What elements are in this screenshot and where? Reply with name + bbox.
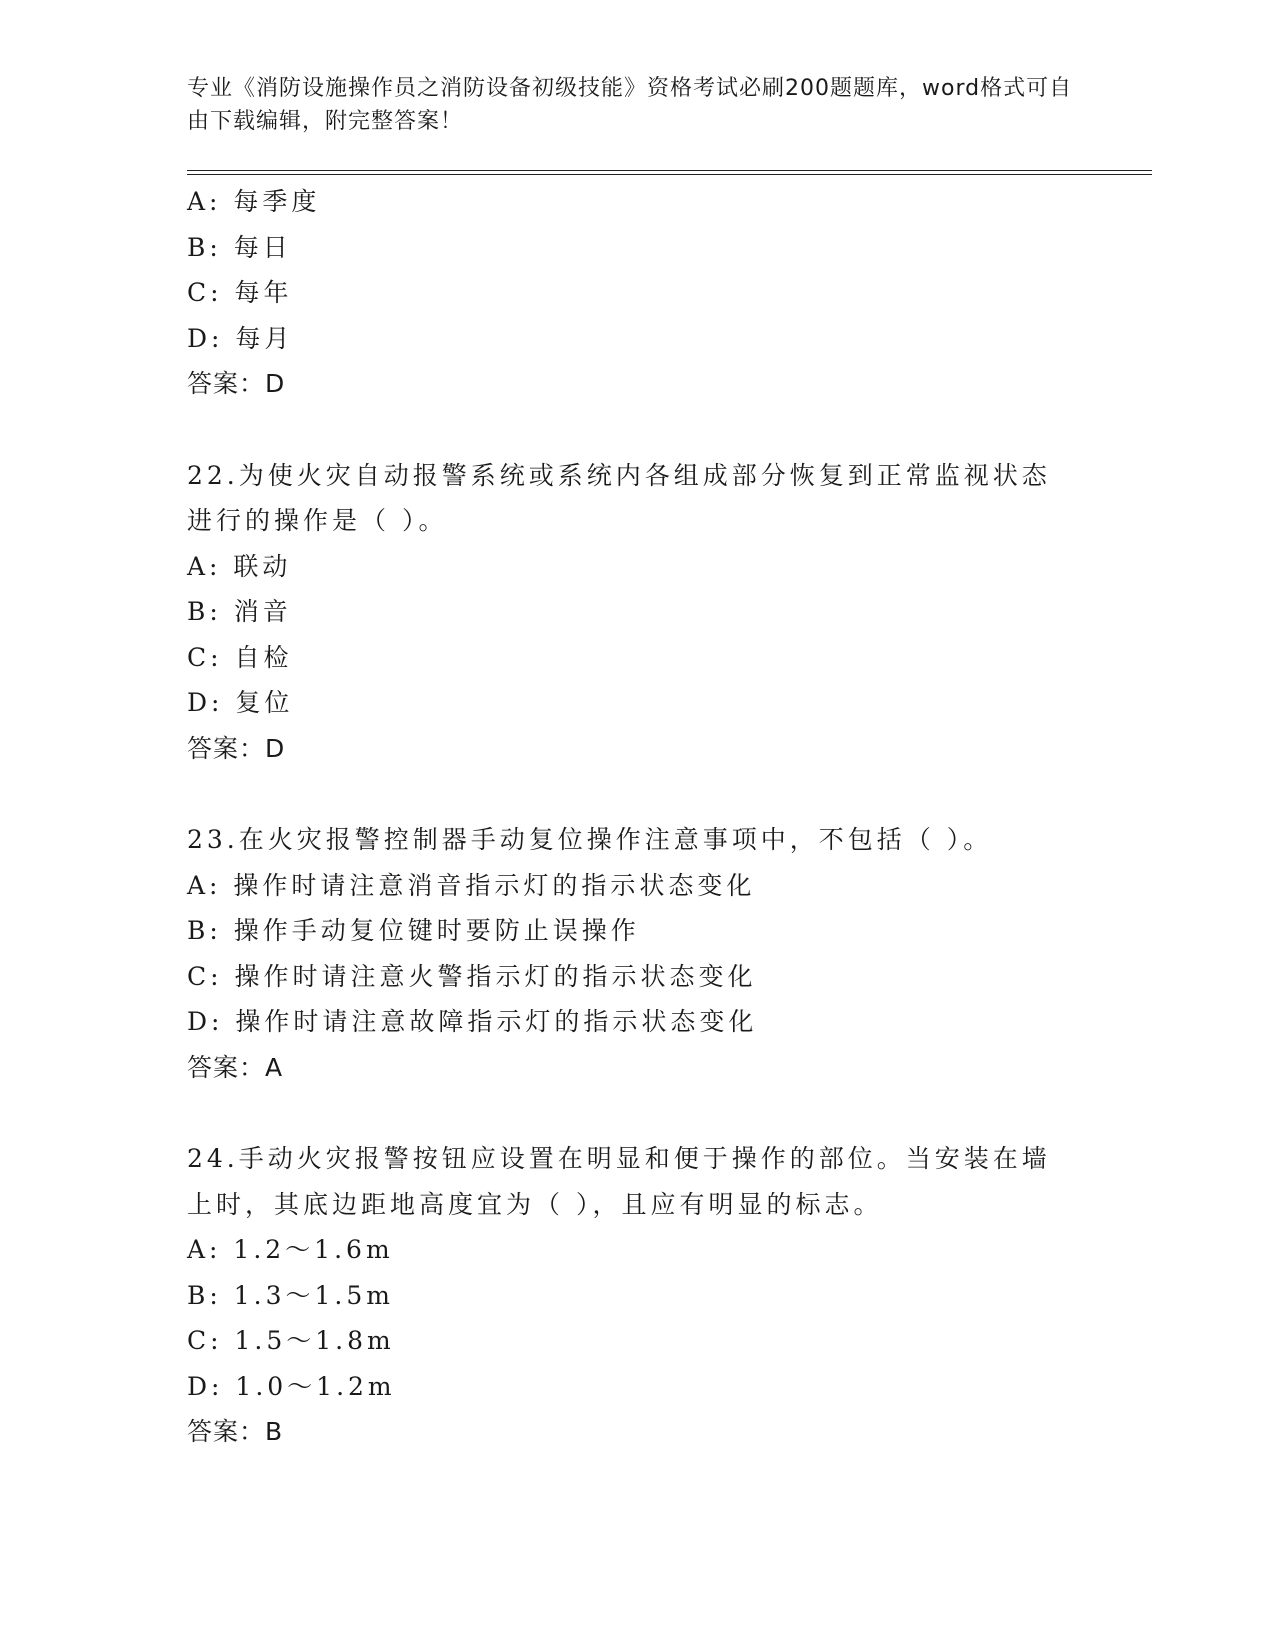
option-b: B: 操作手动复位键时要防止误操作: [187, 916, 640, 945]
question-24: [187, 1136, 1152, 1455]
option-c: C: 自检: [187, 642, 293, 672]
question-stem: 22.为使火灾自动报警系统或系统内各组成部分恢复到正常监视状态进行的操作是（ ）。: [187, 460, 1051, 535]
question-23: [187, 817, 1152, 1090]
option-b: B: 1.3～1.5m: [187, 1280, 394, 1310]
option-a: A: 操作时请注意消音指示灯的指示状态变化: [187, 870, 756, 900]
option-b: B: 每日: [187, 232, 292, 262]
question-22: [187, 453, 1152, 772]
option-d: D: 操作时请注意故障指示灯的指示状态变化: [187, 1007, 758, 1036]
document-page: [187, 72, 1152, 1455]
answer: 答案：D: [187, 369, 286, 398]
answer: 答案：D: [187, 733, 286, 763]
answer: 答案：B: [187, 1417, 284, 1446]
option-d: D: 1.0～1.2m: [187, 1371, 396, 1401]
question-21: [187, 179, 1152, 407]
question-stem: 24.手动火灾报警按钮应设置在明显和便于操作的部位。当安装在墙上时，其底边距地高度宜为（ ），且应有明显的标志。: [187, 1144, 1051, 1219]
option-c: C: 每年: [187, 278, 293, 307]
option-d: D: 复位: [187, 688, 294, 717]
answer: 答案：A: [187, 1052, 284, 1082]
option-a: A: 联动: [187, 551, 292, 581]
question-stem: 23.在火灾报警控制器手动复位操作注意事项中，不包括（ ）。: [187, 825, 993, 854]
option-a: A: 每季度: [187, 187, 321, 216]
option-c: C: 1.5～1.8m: [187, 1326, 395, 1355]
option-d: D: 每月: [187, 323, 294, 353]
option-c: C: 操作时请注意火警指示灯的指示状态变化: [187, 961, 757, 991]
option-a: A: 1.2～1.6m: [187, 1235, 394, 1264]
document-header: 专业《消防设施操作员之消防设备初级技能》资格考试必刷200题题库，word格式可自由下载编辑，附完整答案！: [187, 76, 1073, 134]
option-b: B: 消音: [187, 597, 292, 626]
header-divider: [187, 170, 1152, 175]
